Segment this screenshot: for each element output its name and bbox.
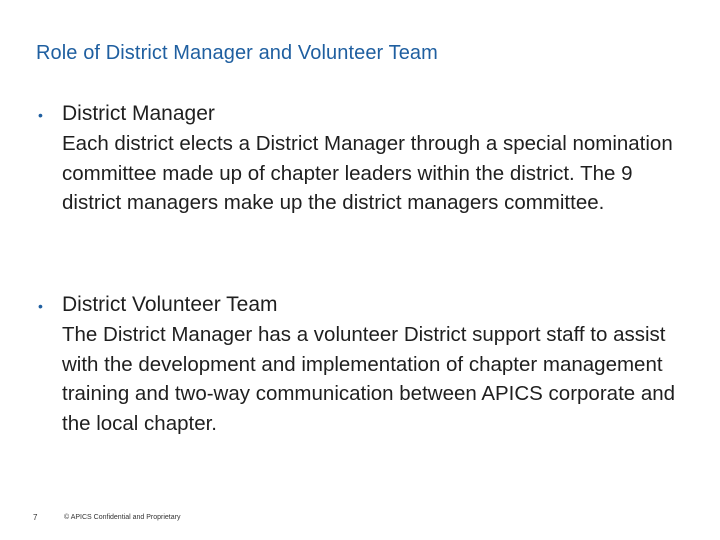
footer-confidential-text: © APICS Confidential and Proprietary <box>64 514 181 521</box>
bullet-district-volunteer-team <box>38 291 698 438</box>
bullet-heading-row <box>38 100 698 129</box>
slide-title: Role of District Manager and Volunteer Team <box>36 42 438 64</box>
bullet-body: Each district elects a District Manager through a special nomination committee made up of chapter leaders within the district. The 9 district managers make up the district managers committee. <box>62 132 673 214</box>
bullet-heading: District Manager <box>62 102 215 125</box>
bullet-marker: • <box>38 298 43 314</box>
bullet-district-manager <box>38 100 698 218</box>
bullet-heading-row <box>38 291 698 320</box>
bullet-body: The District Manager has a volunteer District support staff to assist with the development and implementation of chapter management training and two-way communication between APICS corporate and the local chapter. <box>62 323 676 435</box>
bullet-marker: • <box>38 107 43 123</box>
bullet-heading: District Volunteer Team <box>62 293 278 316</box>
page-number: 7 <box>33 513 38 522</box>
